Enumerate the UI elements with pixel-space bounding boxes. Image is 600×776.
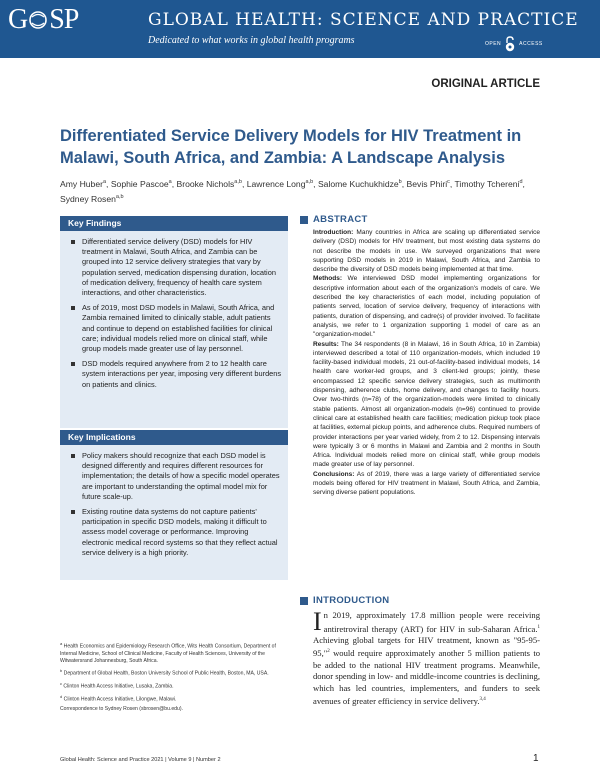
- introduction-body: In 2019, approximately 17.8 million people were receiving antiretroviral therapy (ART) for HIV in sub-Saharan Africa.$^1$ Achieving global targets for HIV treatment, known as "95-95-95,"$^2$ would require approximately another 5 million patients to be added to the national HIV treatment programs. Meanwhile, donor spending in low- and middle-income countries is declining, which has led countries, implementers, and funders to seek avenues of greater efficiency in service delivery.$^{3,4}$: [313, 607, 540, 707]
- author-name: Sophie Pascoe: [110, 178, 169, 189]
- logo-letters-sp: SP: [49, 4, 79, 35]
- author-affiliation-sup: a: [102, 179, 107, 185]
- open-label: OPEN: [485, 41, 502, 47]
- footer-citation: Global Health: Science and Practice 2021 | Volume 9 | Number 2: [60, 757, 221, 763]
- article-type: ORIGINAL ARTICLE: [431, 78, 540, 90]
- author-name: Brooke Nichols: [176, 178, 235, 189]
- abstract-results: Results: The 34 respondents (8 in Malawi, 16 in South Africa, 10 in Zambia) interviewed described a total of 110 organization-models, which included 19 facility-based individual models, 21 out-of-facility-based individual models, 14 health care worker-led groups, and 3 client-led groups; jointly, these encompassed 12 specific service delivery strategies, such as multimonth dispensing, adherence clubs, home delivery, and changes to facility hours. Over two-thirds (n=78) of the organization-models were limited to clinically stable patients. Almost all organization-models (n=96) continued to provide clinical care at established health care facilities; medication pickup took place at facilities, external pickup points, and adherence clubs. Required numbers of provider interactions per year varied widely, from 2 to 12. Dispensing intervals were typically 3 or 6 months in Malawi and Zambia and 2 months in South Africa. Individual models relied more on clinical staff, while group models made greater use of lay personnel.: [313, 340, 540, 469]
- key-finding-item: DSD models required anywhere from 2 to 12 health care system interactions per year, imposing very different burdens on patients and clinics.: [82, 359, 282, 389]
- author-name: Salome Kuchukhidze: [317, 178, 399, 189]
- key-finding-item: As of 2019, most DSD models in Malawi, South Africa, and Zambia remained limited to clinically stable, adult patients and continue to depend on established facilities for clinical care; individual models relied more on clinical staff, while group models made greater use of lay personnel.: [82, 303, 282, 354]
- key-implications-list: [60, 445, 288, 567]
- abstract-conclusions: Conclusions: As of 2019, there was a large variety of differentiated service models being offered for HIV treatment in Malawi, South Africa, and Zambia, serving diverse patient populations.: [313, 470, 540, 497]
- journal-logo: [8, 6, 78, 34]
- logo-letter-g: G: [8, 4, 28, 35]
- page-number: 1: [533, 753, 539, 764]
- affiliation-a: $^a$ Health Economics and Epidemiology Research Office, Wits Health Consortium, Department of Internal Medicine, School of Clinical Medicine, Faculty of Health Sciences, University of the Witwatersrand Johannesburg, South Africa.: [60, 641, 276, 665]
- key-findings-box: [60, 216, 288, 428]
- access-label: ACCESS: [519, 41, 543, 47]
- author-affiliation-sup: d: [519, 179, 523, 185]
- author-affiliation-sup: a,b: [234, 179, 242, 185]
- correspondence: Correspondence to Sydney Rosen (sbrosen@bu.edu).: [60, 705, 183, 712]
- journal-header: [0, 0, 600, 58]
- author-affiliation-sup: a,b: [305, 179, 314, 185]
- article-title: Differentiated Service Delivery Models for HIV Treatment in Malawi, South Africa, and Zambia: A Landscape Analysis: [60, 127, 522, 167]
- author-name: Lawrence Long: [246, 178, 306, 189]
- affiliation-b: $^b$ Department of Global Health, Boston University School of Public Health, Boston, MA, USA.: [60, 668, 269, 677]
- abstract-introduction: Introduction: Many countries in Africa are scaling up differentiated service delivery (DSD) models for HIV treatment, but most existing data systems do not describe the models in use. We surveyed organizations that were supporting DSD models in 2019 in Malawi, South Africa, and Zambia to describe the diversity of DSD models being implemented at that time.: [313, 229, 540, 274]
- citation-ref[interactable]: 3,4: [479, 697, 486, 703]
- author-affiliation-sup: a: [168, 179, 172, 185]
- author-name: Bevis Phiri: [406, 178, 448, 189]
- key-implication-item: Existing routine data systems do not capture patients' participation in specific DSD models, making it difficult to assess model coverage or performance. Improving electronic medical record systems so that they reflect actual service delivery is a high priority.: [82, 507, 282, 558]
- journal-title: GLOBAL HEALTH: SCIENCE AND PRACTICE: [148, 10, 579, 30]
- drop-cap: I: [313, 607, 322, 636]
- journal-tagline: Dedicated to what works in global health programs: [148, 35, 355, 46]
- globe-icon: [28, 9, 48, 31]
- author-name: Amy Huber: [60, 178, 103, 189]
- open-access-lock-icon: [503, 36, 517, 52]
- key-implications-box: [60, 430, 288, 580]
- key-implications-heading: Key Implications: [60, 430, 288, 445]
- affiliation-c: $^c$ Clinton Health Access Initiative, Lusaka, Zambia.: [60, 681, 174, 690]
- affiliation-d: $^d$ Clinton Health Access Initiative, Lilongwe, Malawi.: [60, 694, 177, 703]
- introduction-heading-label: INTRODUCTION: [313, 595, 390, 606]
- section-square-icon: [300, 597, 308, 605]
- abstract-heading: [300, 214, 368, 225]
- open-access-badge: [485, 36, 543, 52]
- key-findings-heading: Key Findings: [60, 216, 288, 231]
- affiliations: [60, 640, 292, 715]
- abstract-methods: Methods: We interviewed DSD model implementing organizations for descriptive information about each of the organization's models of care. We described the key characteristics of each model, including population of patients served, location of service delivery, frequency of interactions with patients, duration of dispensing, and cadre(s) of provider involved. To facilitate analysis, we refer to 1 organization supporting 1 model of care as an "organization-model.": [313, 275, 540, 339]
- key-finding-item: Differentiated service delivery (DSD) models for HIV treatment in Malawi, South Africa, and Zambia can be grouped into 12 service delivery strategies that vary by population served, medication dispensing duration, location of medication delivery, frequency of health care system interactions, and other characteristics.: [82, 237, 282, 298]
- key-implication-item: Policy makers should recognize that each DSD model is designed differently and requires different resources for implementation; the details of how a specific model operates are important to understanding the optimal model mix for future scale-up.: [82, 451, 282, 502]
- citation-ref[interactable]: 1: [537, 624, 540, 630]
- author-list: Amy Huber$^a$, Sophie Pascoe$^a$, Brooke Nichols$^{a,b}$, Lawrence Long$^{a,b}$, Salome Kuchukhidze$^b$, Bevis Phiri$^c$, Timothy Tchereni$^d$, Sydney Rosen$^{a,b}$: [60, 178, 525, 204]
- author-affiliation-sup: a,b: [115, 193, 124, 200]
- author-name: Sydney Rosen: [60, 193, 116, 204]
- citation-ref[interactable]: 2: [327, 649, 330, 655]
- abstract-heading-label: ABSTRACT: [313, 214, 368, 225]
- author-affiliation-sup: b: [398, 179, 402, 185]
- section-square-icon: [300, 216, 308, 224]
- author-name: Timothy Tchereni: [454, 178, 520, 189]
- introduction-heading: [300, 595, 389, 606]
- key-findings-list: [60, 231, 288, 399]
- abstract-body: [313, 228, 540, 498]
- author-affiliation-sup: c: [447, 179, 450, 185]
